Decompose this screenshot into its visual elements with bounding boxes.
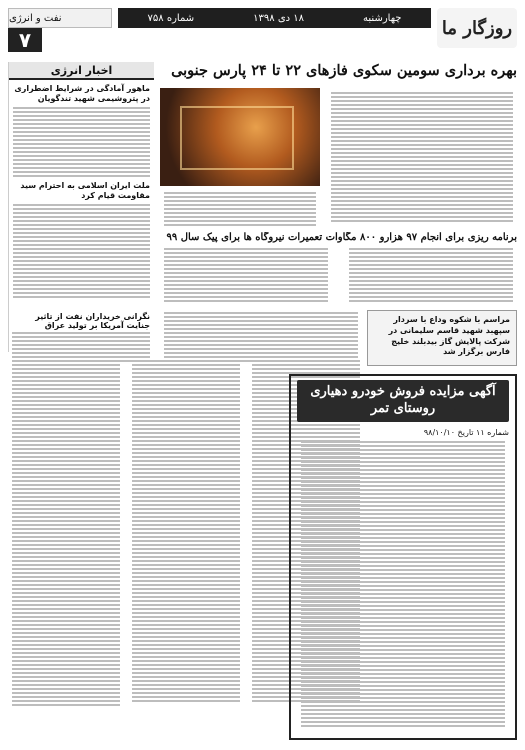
main-article-text bbox=[327, 90, 517, 225]
second-article-text-right bbox=[345, 246, 517, 304]
sidebar-article-1-text bbox=[9, 107, 154, 177]
auction-ad-text bbox=[297, 441, 509, 727]
second-headline: برنامه ریزی برای انجام ۹۷ هزارو ۸۰۰ مگاوات تعمیرات نیروگاه ها برای پیک سال ۹۹ bbox=[166, 232, 517, 243]
second-article-text-left bbox=[160, 246, 332, 304]
sidebar-title: اخبار انرژی bbox=[9, 62, 154, 80]
main-headline: بهره برداری سومین سکوی فازهای ۲۲ تا ۲۴ پارس جنوبی bbox=[171, 62, 517, 79]
sidebar-article-3 bbox=[8, 310, 154, 358]
main-article-text-continued bbox=[160, 190, 320, 230]
funeral-notice-text: مراسم با شکوه وداع با سردار سپهبد شهید قاسم سلیمانی در شرکت پالایش گاز بیدبلند خلیج فارس برگزار شد bbox=[388, 315, 510, 357]
issue-day: چهارشنبه bbox=[363, 12, 402, 24]
funeral-notice-box bbox=[367, 310, 517, 366]
issue-number: شماره ۷۵۸ bbox=[147, 12, 195, 24]
sidebar-article-2-headline: ملت ایران اسلامی به احترام سید مقاومت قیام کرد bbox=[20, 180, 150, 201]
sidebar-article-1-headline: ماهور آمادگی در شرایط اضطراری در پتروشیمی شهید تندگویان bbox=[14, 84, 150, 104]
masthead bbox=[8, 8, 517, 54]
section-label: نفت و انرژی bbox=[8, 8, 112, 28]
gas-platform-photo bbox=[160, 88, 320, 186]
listing-column-2 bbox=[128, 358, 244, 740]
energy-news-sidebar bbox=[8, 62, 154, 352]
issue-bar bbox=[118, 8, 431, 28]
sidebar-article-3-headline: نگرانی خریداران نفت از تاثیر جنایت آمریکا بر تولید عراق bbox=[35, 312, 150, 330]
newspaper-logo: روزگار ما bbox=[437, 8, 517, 48]
issue-date: ۱۸ دی ۱۳۹۸ bbox=[253, 12, 305, 24]
auction-advertisement bbox=[289, 374, 517, 740]
auction-ad-title: آگهی مزایده فروش خودرو دهیاری روستای تمر bbox=[297, 380, 509, 422]
listing-column-1 bbox=[8, 358, 124, 740]
sidebar-article-2-text bbox=[9, 204, 154, 298]
auction-ad-number: شماره ۱۱ تاریخ ۹۸/۱۰/۱۰ bbox=[423, 427, 509, 437]
page-number: ۷ bbox=[8, 28, 42, 52]
